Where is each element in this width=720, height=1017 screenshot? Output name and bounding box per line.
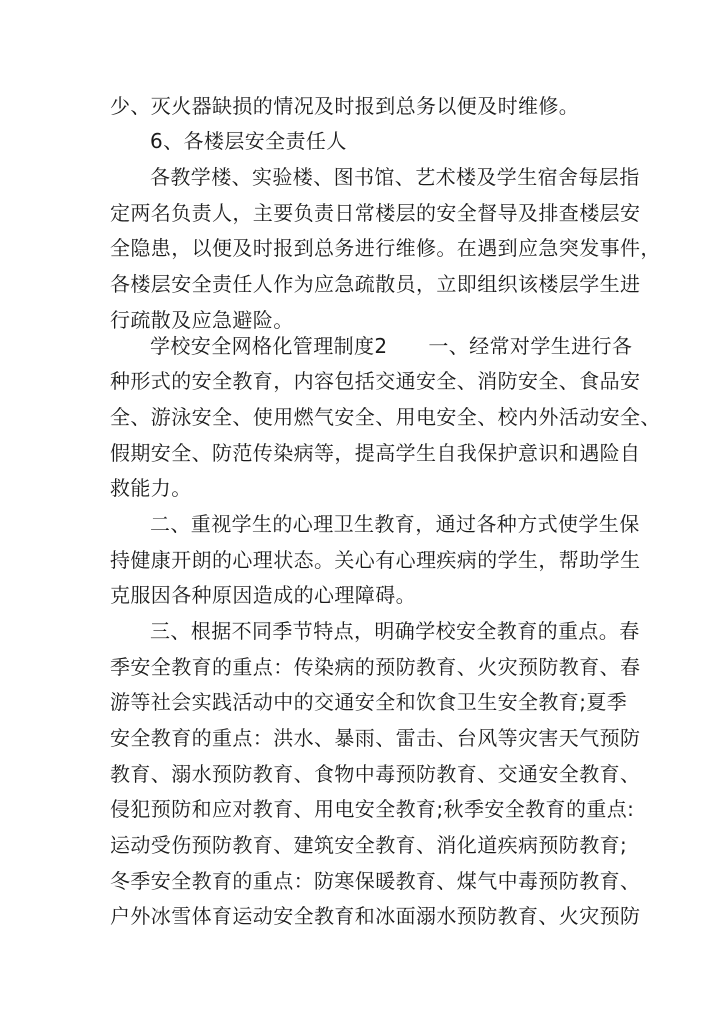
text-line: 二、重视学生的心理卫生教育，通过各种方式使学生保 (150, 512, 640, 536)
text-line: 季安全教育的重点：传染病的预防教育、火灾预防教育、春 (110, 655, 641, 679)
text-line: 冬季安全教育的重点：防寒保暖教育、煤气中毒预防教育、 (110, 869, 641, 893)
text-line: 假期安全、防范传染病等，提高学生自我保护意识和遇险自 (110, 441, 641, 465)
text-line: 种形式的安全教育，内容包括交通安全、消防安全、食品安 (110, 369, 641, 393)
text-line: 少、灭火器缺损的情况及时报到总务以便及时维修。 (110, 94, 580, 118)
text-line: 三、根据不同季节特点，明确学校安全教育的重点。春 (150, 619, 640, 643)
text-line: 各楼层安全责任人作为应急疏散员，立即组织该楼层学生进 (110, 272, 641, 296)
text-line: 定两名负责人，主要负责日常楼层的安全督导及排查楼层安 (110, 201, 641, 225)
text-line: 运动受伤预防教育、建筑安全教育、消化道疾病预防教育; (110, 833, 628, 857)
section-heading: 6、各楼层安全责任人 (150, 129, 347, 153)
text-line: 全、游泳安全、使用燃气安全、用电安全、校内外活动安全、 (110, 405, 661, 429)
text-line: 克服因各种原因造成的心理障碍。 (110, 583, 416, 607)
text-line: 学校安全网格化管理制度2 一、经常对学生进行各 (150, 334, 633, 358)
text-line: 侵犯预防和应对教育、用电安全教育;秋季安全教育的重点: (110, 797, 635, 821)
text-line: 安全教育的重点：洪水、暴雨、雷击、台风等灾害天气预防 (110, 726, 641, 750)
text-line: 持健康开朗的心理状态。关心有心理疾病的学生，帮助学生 (110, 548, 641, 572)
text-line: 行疏散及应急避险。 (110, 308, 294, 332)
text-line: 各教学楼、实验楼、图书馆、艺术楼及学生宿舍每层指 (150, 165, 640, 189)
text-line: 全隐患，以便及时报到总务进行维修。在遇到应急突发事件， (110, 236, 661, 260)
text-line: 游等社会实践活动中的交通安全和饮食卫生安全教育;夏季 (110, 690, 628, 714)
text-line: 户外冰雪体育运动安全教育和冰面溺水预防教育、火灾预防 (110, 904, 641, 928)
text-line: 救能力。 (110, 476, 192, 500)
text-line: 教育、溺水预防教育、食物中毒预防教育、交通安全教育、 (110, 762, 641, 786)
